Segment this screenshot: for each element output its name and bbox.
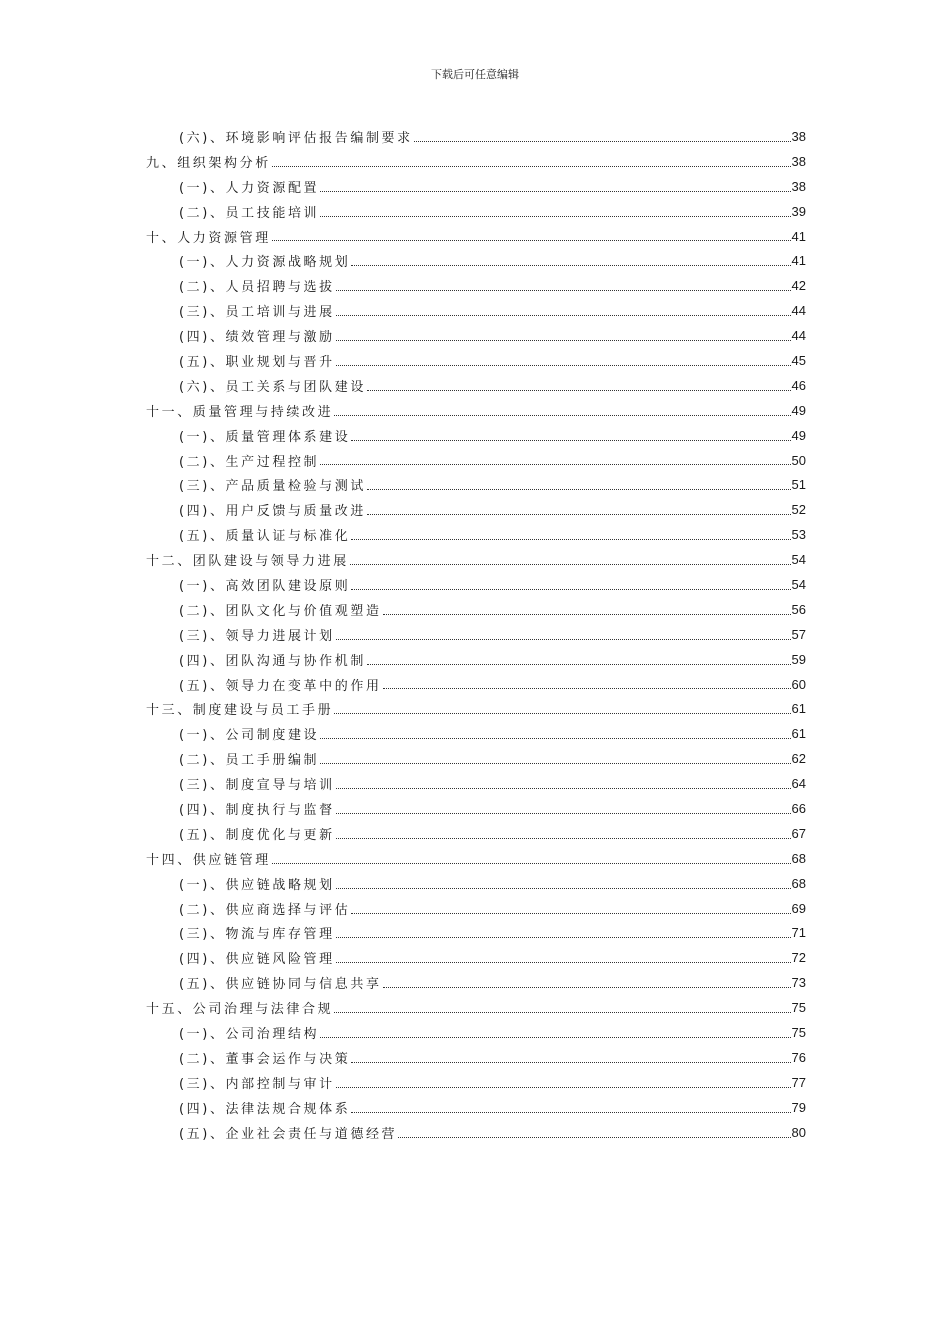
toc-dot-leader (336, 812, 791, 814)
toc-entry-title: (一)、高效团队建设原则 (179, 578, 351, 594)
toc-dot-leader (367, 488, 791, 490)
toc-page-number: 62 (791, 751, 806, 767)
toc-section-entry[interactable] (0, 323, 806, 348)
toc-section-entry[interactable] (0, 1095, 806, 1120)
toc-page-number: 42 (791, 278, 806, 294)
toc-chapter-entry[interactable] (0, 224, 806, 249)
toc-page-number: 41 (791, 228, 806, 244)
toc-section-entry[interactable] (0, 821, 806, 846)
toc-dot-leader (336, 339, 791, 341)
toc-section-entry[interactable] (0, 1045, 806, 1070)
toc-entry-title: (二)、员工手册编制 (179, 753, 320, 769)
toc-dot-leader (383, 986, 791, 988)
toc-page-number: 44 (791, 328, 806, 344)
toc-entry-title: (四)、供应链风险管理 (179, 952, 335, 968)
toc-section-entry[interactable] (0, 248, 806, 273)
toc-section-entry[interactable] (0, 174, 806, 199)
toc-dot-leader (414, 140, 791, 142)
toc-page-number: 41 (791, 253, 806, 269)
toc-section-entry[interactable] (0, 796, 806, 821)
toc-page-number: 75 (791, 1000, 806, 1016)
toc-section-entry[interactable] (0, 1070, 806, 1095)
toc-dot-leader (398, 1136, 790, 1138)
toc-dot-leader (351, 264, 790, 266)
toc-section-entry[interactable] (0, 199, 806, 224)
toc-page-number: 54 (791, 552, 806, 568)
toc-page-number: 56 (791, 601, 806, 617)
toc-entry-title: (二)、员工技能培训 (179, 205, 320, 221)
toc-section-entry[interactable] (0, 273, 806, 298)
toc-section-entry[interactable] (0, 298, 806, 323)
toc-entry-title: (六)、环境影响评估报告编制要求 (179, 130, 413, 146)
page-header: 下载后可任意编辑 (431, 68, 519, 81)
toc-section-entry[interactable] (0, 1020, 806, 1045)
toc-entry-title: 十二、团队建设与领导力进展 (146, 554, 349, 570)
toc-page-number: 61 (791, 726, 806, 742)
toc-dot-leader (272, 239, 791, 241)
toc-chapter-entry[interactable] (0, 149, 806, 174)
toc-dot-leader (351, 588, 790, 590)
toc-entry-title: (三)、内部控制与审计 (179, 1076, 335, 1092)
toc-page-number: 76 (791, 1049, 806, 1065)
toc-dot-leader (383, 613, 791, 615)
toc-page-number: 53 (791, 527, 806, 543)
toc-dot-leader (351, 538, 790, 540)
toc-section-entry[interactable] (0, 945, 806, 970)
toc-dot-leader (320, 463, 790, 465)
toc-page-number: 49 (791, 427, 806, 443)
toc-dot-leader (336, 961, 791, 963)
toc-dot-leader (383, 687, 791, 689)
toc-dot-leader (336, 787, 791, 789)
toc-entry-title: (三)、领导力进展计划 (179, 628, 335, 644)
toc-dot-leader (336, 1086, 791, 1088)
toc-entry-title: 十一、质量管理与持续改进 (146, 404, 334, 420)
toc-entry-title: (三)、员工培训与进展 (179, 305, 335, 321)
toc-page-number: 44 (791, 303, 806, 319)
toc-section-entry[interactable] (0, 672, 806, 697)
toc-entry-title: (四)、法律法规合规体系 (179, 1101, 351, 1117)
toc-dot-leader (367, 389, 791, 391)
toc-page-number: 71 (791, 925, 806, 941)
toc-entry-title: (一)、人力资源配置 (179, 180, 320, 196)
toc-entry-title: (五)、供应链协同与信息共享 (179, 977, 382, 993)
toc-dot-leader (336, 638, 791, 640)
toc-page-number: 39 (791, 203, 806, 219)
toc-entry-title: (四)、用户反馈与质量改进 (179, 504, 366, 520)
toc-dot-leader (351, 912, 790, 914)
toc-dot-leader (336, 364, 791, 366)
toc-entry-title: (六)、员工关系与团队建设 (179, 379, 366, 395)
toc-dot-leader (320, 1036, 790, 1038)
toc-page-number: 73 (791, 975, 806, 991)
toc-section-entry[interactable] (0, 746, 806, 771)
toc-page-number: 72 (791, 950, 806, 966)
toc-page-number: 66 (791, 800, 806, 816)
toc-section-entry[interactable] (0, 373, 806, 398)
toc-section-entry[interactable] (0, 871, 806, 896)
toc-dot-leader (367, 663, 791, 665)
toc-dot-leader (351, 1061, 790, 1063)
toc-entry-title: (一)、公司治理结构 (179, 1027, 320, 1042)
toc-dot-leader (336, 289, 791, 291)
toc-dot-leader (336, 837, 791, 839)
toc-page-number: 68 (791, 850, 806, 866)
toc-chapter-entry[interactable] (0, 846, 806, 871)
toc-entry-title: (一)、质量管理体系建设 (179, 429, 351, 445)
toc-dot-leader (320, 762, 790, 764)
toc-page-number: 57 (791, 626, 806, 642)
toc-dot-leader (336, 887, 791, 889)
toc-entry-title: 十四、供应链管理 (146, 852, 271, 868)
toc-entry-title: (五)、企业社会责任与道德经营 (179, 1126, 398, 1142)
toc-entry-title: (五)、职业规划与晋升 (179, 354, 335, 370)
toc-page-number: 51 (791, 477, 806, 493)
toc-entry-title: (一)、人力资源战略规划 (179, 255, 351, 271)
toc-section-entry[interactable] (0, 771, 806, 796)
toc-chapter-entry[interactable] (0, 696, 806, 721)
toc-dot-leader (334, 1011, 790, 1013)
toc-page-number: 54 (791, 576, 806, 592)
toc-dot-leader (350, 563, 791, 565)
toc-entry-title: (二)、生产过程控制 (179, 454, 320, 470)
toc-dot-leader (320, 190, 790, 192)
toc-section-entry[interactable] (0, 622, 806, 647)
toc-dot-leader (351, 439, 790, 441)
toc-dot-leader (336, 314, 791, 316)
toc-section-entry[interactable] (0, 124, 806, 149)
toc-dot-leader (334, 712, 790, 714)
toc-section-entry[interactable] (0, 572, 806, 597)
toc-dot-leader (320, 737, 790, 739)
toc-entry-title: (三)、物流与库存管理 (179, 927, 335, 943)
toc-page-number: 80 (791, 1124, 806, 1140)
toc-entry-title: (五)、制度优化与更新 (179, 827, 335, 843)
toc-section-entry[interactable] (0, 1120, 806, 1145)
toc-entry-title: (四)、制度执行与监督 (179, 802, 335, 818)
toc-entry-title: 九、组织架构分析 (146, 155, 271, 171)
toc-page-number: 67 (791, 825, 806, 841)
toc-section-entry[interactable] (0, 647, 806, 672)
toc-chapter-entry[interactable] (0, 995, 806, 1020)
toc-dot-leader (272, 165, 791, 167)
toc-entry-title: (二)、团队文化与价值观塑造 (179, 603, 382, 619)
toc-page-number: 52 (791, 502, 806, 518)
toc-entry-title: (一)、公司制度建设 (179, 728, 320, 744)
toc-dot-leader (367, 513, 791, 515)
toc-page-number: 61 (791, 701, 806, 717)
toc-entry-title: (三)、制度宣导与培训 (179, 778, 335, 794)
toc-dot-leader (351, 1111, 790, 1113)
toc-entry-title: (二)、人员招聘与选拔 (179, 280, 335, 296)
toc-section-entry[interactable] (0, 721, 806, 746)
toc-page-number: 59 (791, 651, 806, 667)
toc-section-entry[interactable] (0, 896, 806, 921)
toc-section-entry[interactable] (0, 423, 806, 448)
toc-page-number: 64 (791, 776, 806, 792)
toc-entry-title: (二)、董事会运作与决策 (179, 1051, 351, 1067)
toc-entry-title: (四)、团队沟通与协作机制 (179, 653, 366, 669)
toc-entry-title: (二)、供应商选择与评估 (179, 902, 351, 918)
toc-entry-title: (五)、领导力在变革中的作用 (179, 678, 382, 694)
toc-entry-title: 十、人力资源管理 (146, 230, 271, 246)
table-of-contents (0, 124, 950, 1145)
toc-dot-leader (320, 215, 790, 217)
toc-page-number: 75 (791, 1025, 806, 1040)
toc-section-entry[interactable] (0, 522, 806, 547)
toc-chapter-entry[interactable] (0, 547, 806, 572)
toc-page-number: 79 (791, 1099, 806, 1115)
toc-entry-title: 十五、公司治理与法律合规 (146, 1002, 334, 1018)
toc-chapter-entry[interactable] (0, 398, 806, 423)
toc-page-number: 77 (791, 1074, 806, 1090)
toc-entry-title: (一)、供应链战略规划 (179, 877, 335, 893)
toc-page-number: 49 (791, 402, 806, 418)
toc-section-entry[interactable] (0, 970, 806, 995)
toc-entry-title: (五)、质量认证与标准化 (179, 529, 351, 545)
toc-section-entry[interactable] (0, 472, 806, 497)
toc-page-number: 68 (791, 875, 806, 891)
toc-page-number: 38 (791, 128, 806, 144)
toc-section-entry[interactable] (0, 348, 806, 373)
toc-page-number: 46 (791, 377, 806, 393)
toc-section-entry[interactable] (0, 497, 806, 522)
toc-section-entry[interactable] (0, 921, 806, 946)
toc-dot-leader (336, 936, 791, 938)
toc-page-number: 45 (791, 352, 806, 368)
toc-page-number: 60 (791, 676, 806, 692)
toc-dot-leader (272, 862, 791, 864)
toc-page-number: 38 (791, 153, 806, 169)
toc-entry-title: 十三、制度建设与员工手册 (146, 703, 334, 719)
toc-section-entry[interactable] (0, 597, 806, 622)
toc-page-number: 50 (791, 452, 806, 468)
toc-entry-title: (三)、产品质量检验与测试 (179, 479, 366, 495)
toc-page-number: 69 (791, 900, 806, 916)
toc-dot-leader (334, 414, 790, 416)
toc-section-entry[interactable] (0, 448, 806, 473)
toc-page-number: 38 (791, 178, 806, 194)
toc-entry-title: (四)、绩效管理与激励 (179, 330, 335, 346)
